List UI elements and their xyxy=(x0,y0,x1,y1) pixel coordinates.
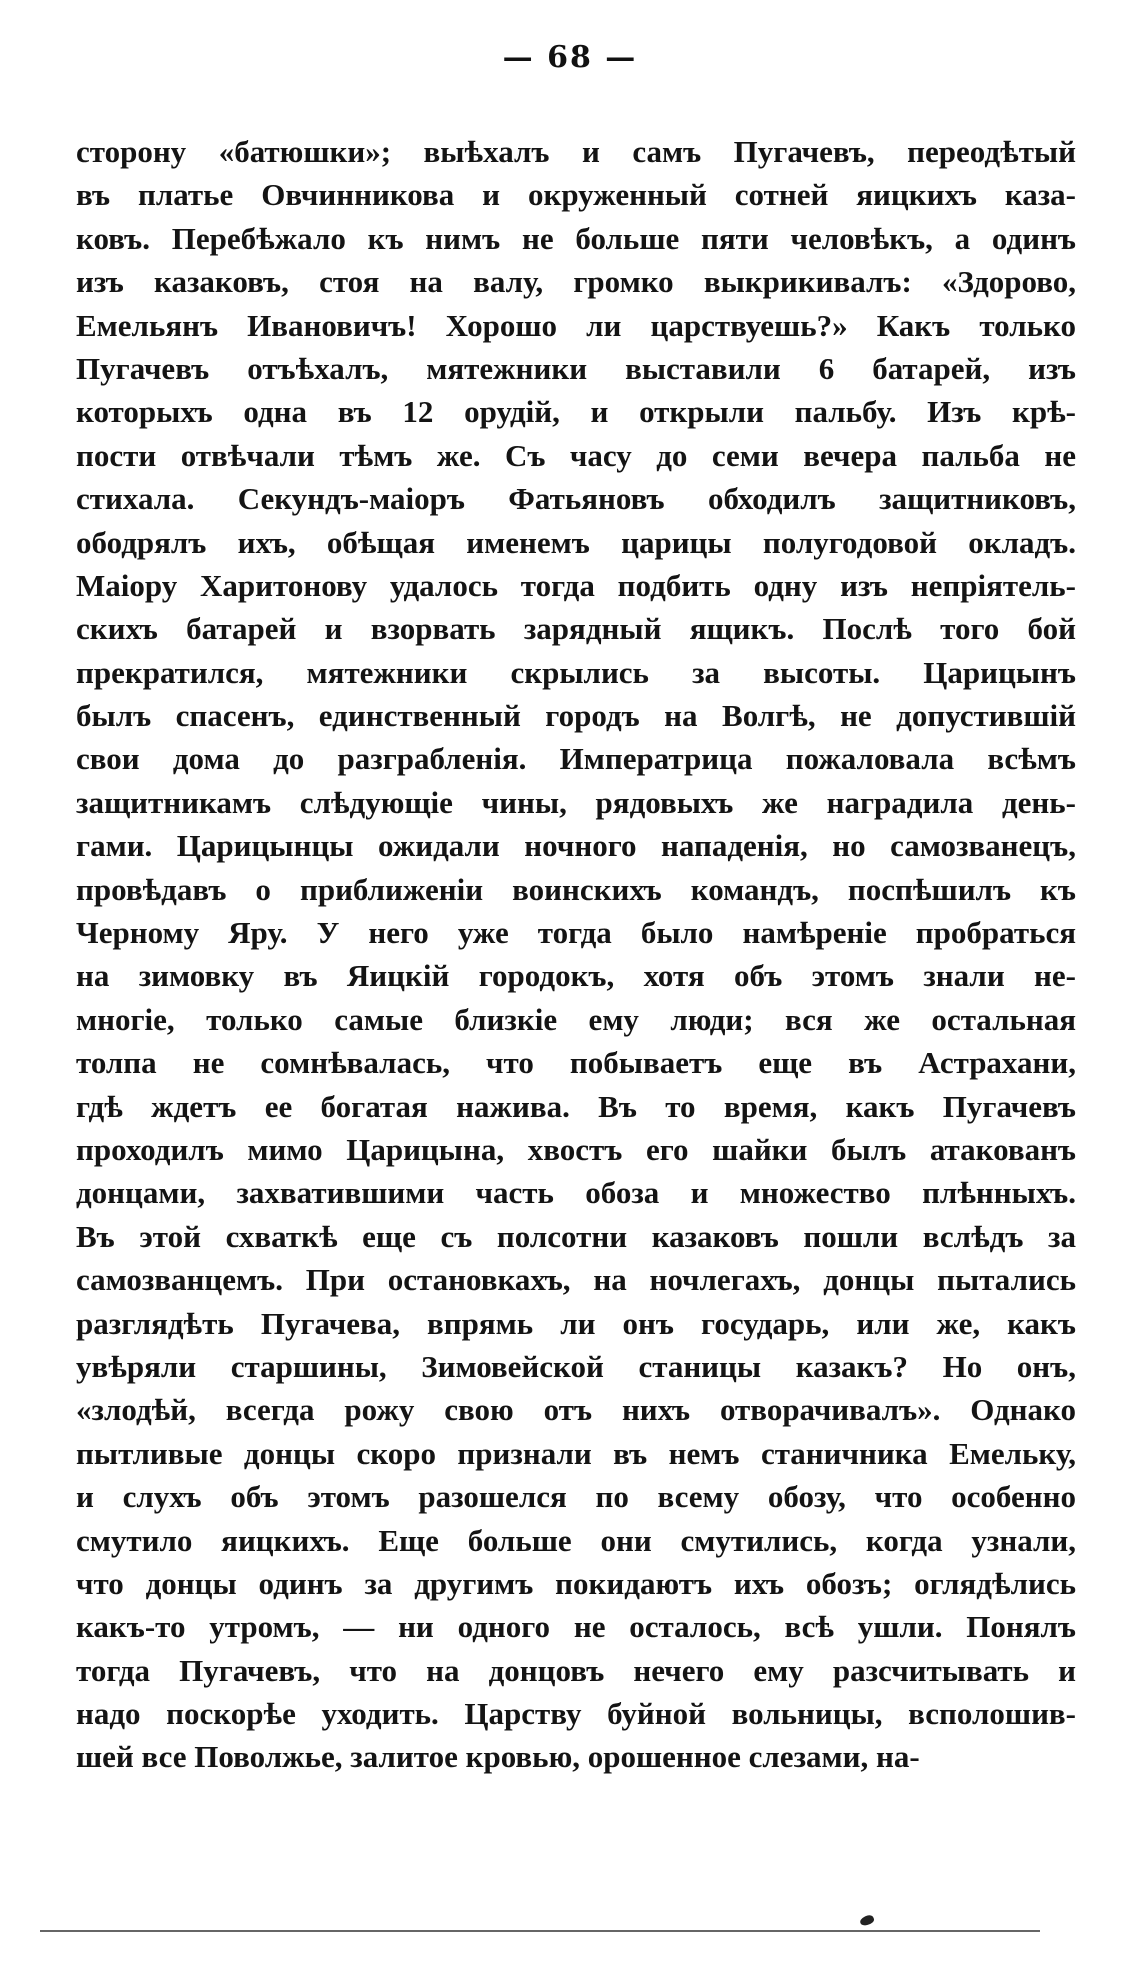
text-line: ободрялъ ихъ, обѣщая именемъ царицы полугодовой окладъ. xyxy=(76,524,1076,560)
text-line: Черному Яру. У него уже тогда было намѣреніе пробраться xyxy=(76,915,1076,951)
text-line: толпа не сомнѣвалась, что побываетъ еще въ Астрахани, xyxy=(76,1045,1076,1081)
text-line: «злодѣй, всегда рожу свою отъ нихъ отворачивалъ». Однако xyxy=(76,1392,1076,1428)
text-line: на зимовку въ Яицкій городокъ, хотя объ этомъ знали не- xyxy=(76,958,1076,994)
text-line: защитникамъ слѣдующіе чины, рядовыхъ же наградила день- xyxy=(76,784,1076,820)
text-line: которыхъ одна въ 12 орудій, и открыли пальбу. Изъ крѣ- xyxy=(76,394,1076,430)
text-line: Маіору Харитонову удалось тогда подбить одну изъ непріятель- xyxy=(76,567,1076,603)
text-line: прекратился, мятежники скрылись за высоты. Царицынъ xyxy=(76,654,1076,690)
text-line: увѣряли старшины, Зимовейской станицы казакъ? Но онъ, xyxy=(76,1348,1076,1384)
text-line: гдѣ ждетъ ее богатая нажива. Въ то время, какъ Пугачевъ xyxy=(76,1088,1076,1124)
text-line: сторону «батюшки»; выѣхалъ и самъ Пугачевъ, переодѣтый xyxy=(76,134,1076,169)
text-line: въ платье Овчинникова и окруженный сотней яицкихъ каза- xyxy=(76,177,1076,213)
text-line: пости отвѣчали тѣмъ же. Съ часу до семи вечера пальба не xyxy=(76,437,1076,473)
text-line: стихала. Секундъ-маіоръ Фатьяновъ обходилъ защитниковъ, xyxy=(76,481,1076,517)
text-line: и слухъ объ этомъ разошелся по всему обозу, что особенно xyxy=(76,1479,1076,1515)
ink-blot xyxy=(859,1913,875,1927)
bottom-rule xyxy=(40,1930,1040,1932)
text-line: разглядѣть Пугачева, впрямь ли онъ государь, или же, какъ xyxy=(76,1305,1076,1341)
text-line: изъ казаковъ, стоя на валу, громко выкрикивалъ: «Здорово, xyxy=(76,264,1076,300)
text-line: пытливые донцы скоро признали въ немъ станичника Емельку, xyxy=(76,1435,1076,1471)
text-line: донцами, захватившими часть обоза и множество плѣнныхъ. xyxy=(76,1175,1076,1211)
text-line: многіе, только самые близкіе ему люди; вся же остальная xyxy=(76,1001,1076,1037)
body-text xyxy=(76,130,1076,1779)
text-line: Въ этой схваткѣ еще съ полсотни казаковъ пошли вслѣдъ за xyxy=(76,1218,1076,1254)
text-line: гами. Царицынцы ожидали ночного нападенія, но самозванецъ, xyxy=(76,828,1076,864)
text-line: ковъ. Перебѣжало къ нимъ не больше пяти человѣкъ, а одинъ xyxy=(76,220,1076,256)
text-line: надо поскорѣе уходить. Царству буйной вольницы, всполошив- xyxy=(76,1696,1076,1732)
text-line: свои дома до разграбленія. Императрица пожаловала всѣмъ xyxy=(76,741,1076,777)
page-number: — 68 — xyxy=(502,40,638,75)
text-line: провѣдавъ о приближеніи воинскихъ командъ, поспѣшилъ къ xyxy=(76,871,1076,907)
text-line: Емельянъ Ивановичъ! Хорошо ли царствуешь?» Какъ только xyxy=(76,307,1076,343)
text-line: что донцы одинъ за другимъ покидаютъ ихъ обозъ; оглядѣлись xyxy=(76,1565,1076,1601)
text-line: скихъ батарей и взорвать зарядный ящикъ. Послѣ того бой xyxy=(76,611,1076,647)
text-line: Пугачевъ отъѣхалъ, мятежники выставили 6 батарей, изъ xyxy=(76,350,1076,386)
text-line: самозванцемъ. При остановкахъ, на ночлегахъ, донцы пытались xyxy=(76,1262,1076,1298)
text-line: смутило яицкихъ. Еще больше они смутились, когда узнали, xyxy=(76,1522,1076,1558)
text-line: былъ спасенъ, единственный городъ на Волгѣ, не допустившій xyxy=(76,698,1076,734)
text-line: проходилъ мимо Царицына, хвостъ его шайки былъ атакованъ xyxy=(76,1131,1076,1167)
text-line: тогда Пугачевъ, что на донцовъ нечего ему разсчитывать и xyxy=(76,1652,1076,1688)
text-line: какъ-то утромъ, — ни одного не осталось, всѣ ушли. Понялъ xyxy=(76,1609,1076,1645)
text-line: шей все Поволжье, залитое кровью, орошенное слезами, на- xyxy=(76,1739,920,1775)
